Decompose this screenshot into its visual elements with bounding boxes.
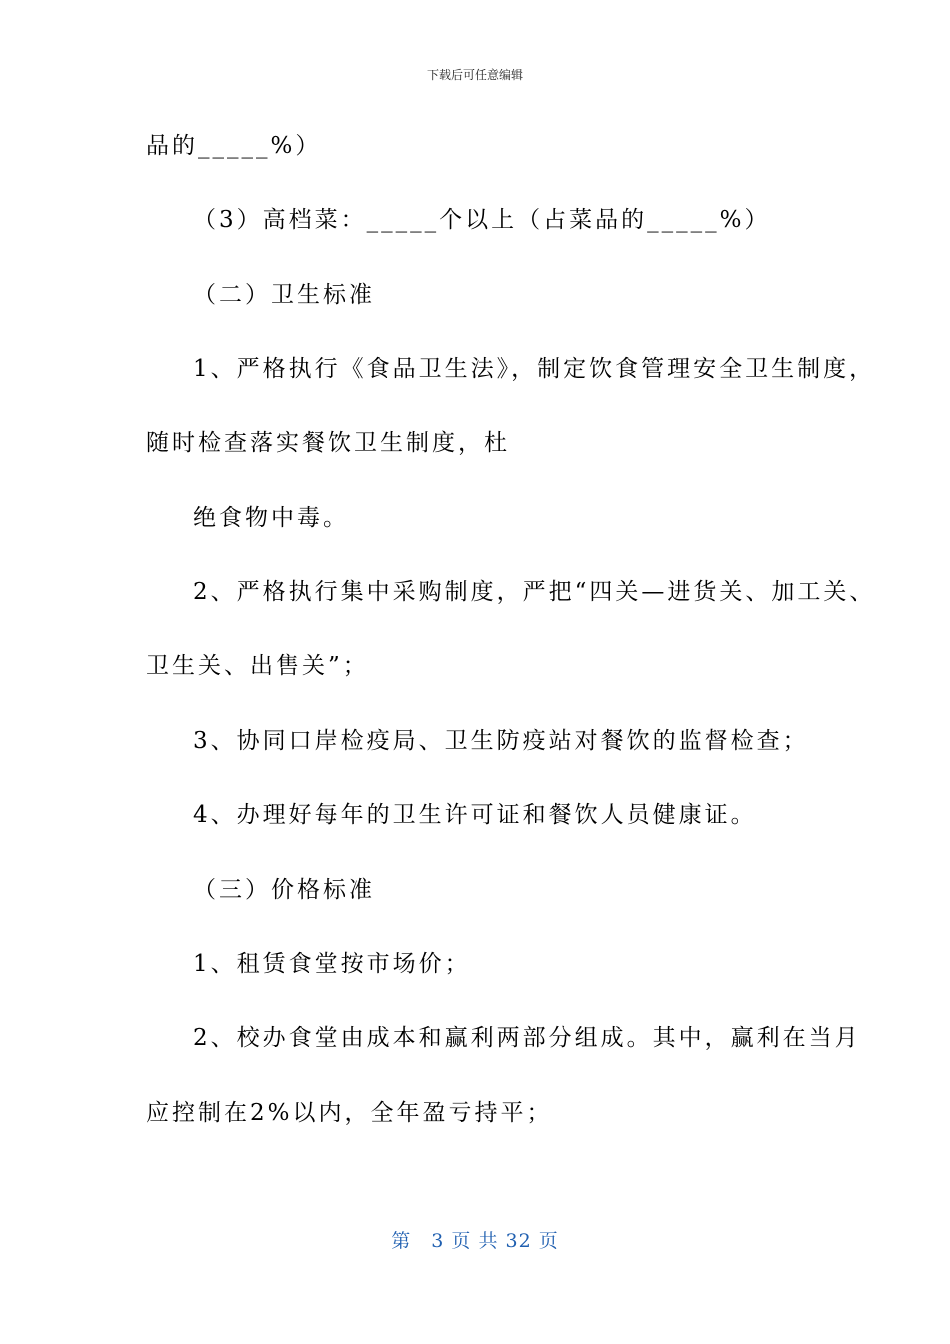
- text-line: 3、协同口岸检疫局、卫生防疫站对餐饮的监督检查；: [193, 728, 809, 754]
- text-line: （3）高档菜：_____个以上（占菜品的_____%）: [193, 207, 771, 233]
- text-line: 2、校办食堂由成本和赢利两部分组成。其中，赢利在当月: [193, 1025, 861, 1051]
- text-line: 随时检查落实餐饮卫生制度，杜: [146, 430, 510, 456]
- section-heading: （三）价格标准: [193, 877, 375, 903]
- page-number: 第 3 页 共 32 页: [391, 1230, 559, 1252]
- text-line: 1、严格执行《食品卫生法》，制定饮食管理安全卫生制度，: [193, 356, 876, 382]
- section-heading: （二）卫生标准: [193, 282, 375, 308]
- text-line: 绝食物中毒。: [193, 505, 349, 531]
- page-header: 下载后可任意编辑: [426, 68, 523, 82]
- text-line: 品的_____%）: [146, 133, 322, 159]
- text-line: 应控制在2%以内，全年盈亏持平；: [146, 1100, 553, 1126]
- text-line: 1、租赁食堂按市场价；: [193, 951, 471, 977]
- text-line: 2、严格执行集中采购制度，严把“四关—进货关、加工关、: [193, 579, 876, 605]
- text-line: 卫生关、出售关”；: [146, 653, 369, 679]
- text-line: 4、办理好每年的卫生许可证和餐饮人员健康证。: [193, 802, 757, 828]
